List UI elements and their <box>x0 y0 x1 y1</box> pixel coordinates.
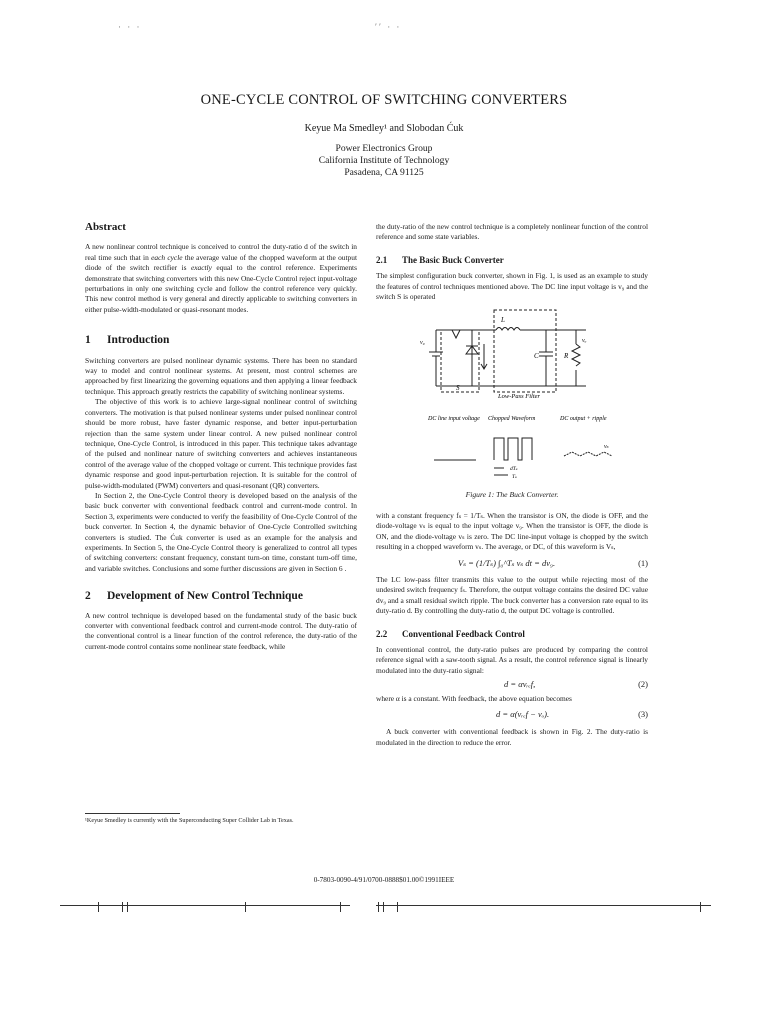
bottom-rule-right <box>376 905 711 906</box>
section-2-paragraph: A new control technique is developed based on the fundamental study of the basic buck converter with conventional feedback control and current-mode control. The duty-ratio of the conventional control is a linear function of the control reference, the duty-ratio of the current-mode control contains some nonlinear state feedback, while <box>85 610 357 651</box>
affiliation-line: California Institute of Technology <box>318 155 450 166</box>
switch-label: S <box>456 384 460 393</box>
dts-label: dTₛ <box>510 466 518 473</box>
abstract-text-a: A new nonlinear control technique is conceived to control the duty-ratio d of the switch in real time such that in <box>85 242 357 262</box>
scan-tick <box>122 902 123 912</box>
section-title: Development of New Control Technique <box>107 590 303 603</box>
subsection-2-2-heading <box>376 629 648 639</box>
scan-mark-left: · · · <box>118 22 142 32</box>
resistor-label: R <box>564 352 569 361</box>
authors: Keyue Ma Smedley¹ and Slobodan Ćuk <box>304 123 464 134</box>
wave-title-chopped: Chopped Waveform <box>488 416 536 423</box>
output-ripple-waveform <box>564 452 612 456</box>
capacitor-label: C <box>534 352 539 361</box>
subsection-title: Conventional Feedback Control <box>402 628 525 639</box>
feedback-paragraph: A buck converter with conventional feedback is shown in Fig. 2. The duty-ratio is modulated in the direction to reduce the error. <box>376 727 648 747</box>
lc-filter-paragraph: The LC low-pass filter transmits this value to the output while rejecting most of the undesired switch frequency fₛ. Therefore, the output voltage contains the desired DC value dv₉ and a small residual switch ripple. The buck converter has a conversion rate equal to its duty-ratio d. By controlling the duty-ratio d, the output DC voltage is controlled. <box>376 574 648 616</box>
equation-number: (1) <box>638 558 648 569</box>
abstract-emphasis: exactly <box>190 263 212 273</box>
copyright-line: 0-7803-0090-4/91/0700-0888$01.00©1991IEEE <box>313 876 455 884</box>
chopped-waveform <box>494 438 532 460</box>
intro-paragraph: The objective of this work is to achieve large-signal nonlinear control of switching converters. The motivation is that pulsed nonlinear systems under pulsed nonlinear control should be more robust, have faster dynamic response, and better input-perturbation rejection than the same system under linear control. A new pulsed nonlinear control technique, One-Cycle Control, is introduced in this paper. This technique takes advantage of the pulsed and nonlinear nature of switching converters and achieves instantaneous control of the average value of the chopped voltage or current. This technique provides fast dynamic response and good input-perturbation rejection. It is suitable for the control of pulse-width-modulated (PWM) converters and quasi-resonant (QR) converters. <box>85 397 357 490</box>
scan-tick <box>378 902 379 912</box>
buck-paragraph: The simplest configuration buck converter, shown in Fig. 1, is used as an example to study the features of control techniques mentioned above. The DC line input voltage is v₉ and the switch S is operated <box>376 271 648 302</box>
subsection-number: 2.2 <box>376 628 388 639</box>
subsection-2-1-heading <box>376 255 648 265</box>
alpha-paragraph: where α is a constant. With feedback, the above equation becomes <box>376 693 572 703</box>
left-column <box>85 222 357 652</box>
inductor-label: L <box>501 316 505 325</box>
wave-title-output: DC output + ripple <box>560 416 607 423</box>
section-number: 1 <box>85 334 91 347</box>
wave-title-dc-line: DC line input voltage <box>428 416 480 423</box>
equation-2 <box>504 679 648 689</box>
footnote: ¹Keyue Smedley is currently with the Superconducting Super Collider Lab in Texas. <box>85 817 294 824</box>
conventional-control-paragraph: In conventional control, the duty-ratio pulses are produced by comparing the control reference signal with a saw-tooth signal. As a result, the control reference signal is linearly modulated into the duty-ratio signal: <box>376 644 648 675</box>
equation-3 <box>496 709 648 719</box>
continued-paragraph: the duty-ratio of the new control technique is a completely nonlinear function of the control reference and some state variables. <box>376 222 648 242</box>
title-block <box>0 92 768 179</box>
scan-tick <box>245 902 246 912</box>
intro-paragraph: Switching converters are pulsed nonlinear dynamic systems. There has been no standard way to model and control nonlinear systems. At present, most control schemes are approached by first linearizing the governing equations and then applying a linear feedback technique. This approach greatly restricts the capability of switching nonlinear systems. <box>85 355 357 396</box>
resistor-symbol <box>572 344 580 366</box>
section-title: Introduction <box>107 334 170 347</box>
scan-tick <box>98 902 99 912</box>
equation-number: (2) <box>638 679 648 690</box>
scan-tick <box>340 902 341 912</box>
abstract-text <box>85 242 357 315</box>
paper-title: ONE-CYCLE CONTROL OF SWITCHING CONVERTERS <box>200 92 568 108</box>
bottom-rule-left <box>60 905 350 906</box>
buck-converter-figure <box>376 308 648 488</box>
abstract-heading: Abstract <box>85 221 126 233</box>
inductor-symbol <box>496 328 520 331</box>
scan-tick <box>397 902 398 912</box>
abstract-text-c: equal to the control reference. Experiments demonstrate that switching converters with this new One-Cycle Control reject input-voltage perturbations in only one switching cycle and follow the control reference very quickly. This new control method is very general and directly applicable to switching converters in either pulse-width-modulated or quasi-resonant modes. <box>85 263 357 314</box>
right-column <box>376 222 648 748</box>
transistor-symbol <box>452 330 460 338</box>
switch-box <box>441 330 479 392</box>
footnote-rule <box>85 813 180 814</box>
affiliation-line: Power Electronics Group <box>335 143 433 154</box>
equation-number: (3) <box>638 708 648 719</box>
abstract-text-b: the average value of the chopped waveform at the output diode of the switch rectifier is <box>85 252 358 273</box>
scan-tick <box>700 902 701 912</box>
scan-tick <box>127 902 128 912</box>
section-2-heading <box>85 591 357 601</box>
scan-tick <box>383 902 384 912</box>
vo-label: vₒ <box>582 338 587 345</box>
equation-expression: d = αvᵣₑf, <box>504 679 536 690</box>
scan-mark-right: ′′ · · <box>375 22 402 32</box>
filter-label: Low-Pass Filter <box>498 393 541 401</box>
equation-expression: Vₛ = (1/Tₛ) ∫₀^Tₛ vₛ dt = dv₉. <box>458 558 556 569</box>
figure-caption: Figure 1: The Buck Converter. <box>465 490 559 500</box>
abstract-emphasis: each cycle <box>151 252 183 262</box>
frequency-paragraph: with a constant frequency fₛ = 1/Tₛ. When the transistor is ON, the diode is OFF, and the diode-voltage vₛ is equal to the input voltage v₉. When the transistor is OFF, the diode is ON, and the diode-voltage vₛ is zero. The DC line-input voltage is chopped by the switch resulting in a chopped waveform vₛ. The average, or DC, of this waveform is Vₛ, <box>376 510 648 552</box>
subsection-title: The Basic Buck Converter <box>402 254 504 265</box>
equation-expression: d = α(vᵣₑf − vₒ). <box>496 708 550 719</box>
affiliation-line: Pasadena, CA 91125 <box>344 167 424 178</box>
subsection-number: 2.1 <box>376 254 388 265</box>
intro-paragraph: In Section 2, the One-Cycle Control theory is developed based on the analysis of the basic buck converter with conventional feedback control and current-mode control. In Section 3, experiments were conducted to verify the feasibility of One-Cycle Control of the buck converter. In Section 4, the dynamic behavior of One-Cycle Controlled switching converters is studied. The Ćuk converter is used as an example for the analysis and experiments. In Section 5, the One-Cycle Control theory is generalized to control all types of switching converters: constant frequency, constant turn-on time, constant turn-off time, and variable switches. Conclusions and some further discussions are given in Section 6 . <box>85 490 357 573</box>
section-number: 2 <box>85 590 91 603</box>
vg-label: v₉ <box>420 340 425 347</box>
affiliation <box>0 143 768 179</box>
section-1-heading <box>85 335 357 345</box>
ts-label: Tₛ <box>512 474 517 481</box>
equation-1 <box>458 558 648 568</box>
vs-label: vₛ <box>604 444 609 451</box>
